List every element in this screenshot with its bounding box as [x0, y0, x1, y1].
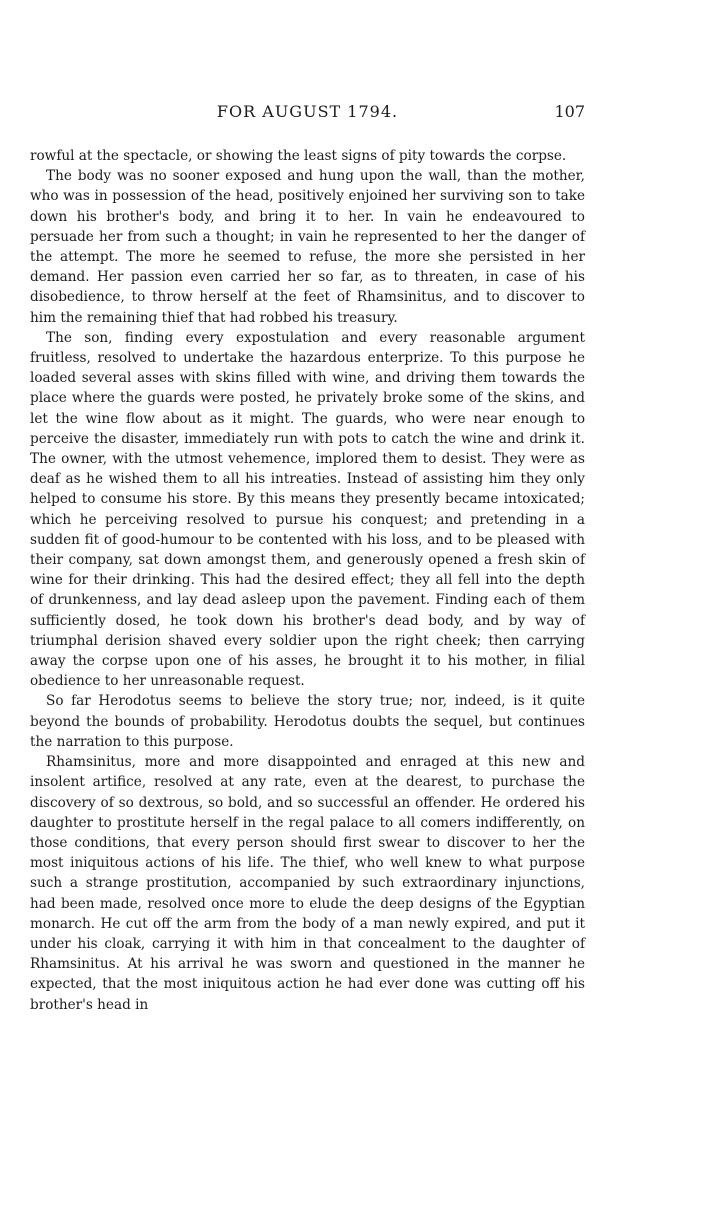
body-text: [30, 146, 585, 1015]
running-head: [30, 100, 585, 140]
paragraph-continued: rowful at the spectacle, or showing the least signs of pity towards the corpse.: [30, 148, 567, 164]
running-title: FOR AUGUST 1794.: [216, 102, 399, 121]
page-number: 107: [554, 102, 585, 121]
paragraph: The body was no sooner exposed and hung upon the wall, than the mother, who was in possession of the head, positively enjoined her surviving son to take down his brother's body, and bring it to her. In vain he endeavoured to persuade her from such a thought; in vain he represented to her the danger of the attempt. The more he seemed to refuse, the more she persisted in her demand. Her passion even carried her so far, as to threaten, in case of his disobedience, to throw herself at the feet of Rhamsinitus, and to discover to him the remaining thief that had robbed his treasury.: [30, 168, 585, 326]
document-page: [30, 0, 585, 1015]
paragraph: Rhamsinitus, more and more disappointed and enraged at this new and insolent artifice, resolved at any rate, even at the dearest, to purchase the discovery of so dextrous, so bold, and so successful an offender. He ordered his daughter to prostitute herself in the regal palace to all comers indifferently, on those conditions, that every person should first swear to discover to her the most iniquitous actions of his life. The thief, who well knew to what purpose such a strange prostitution, accompanied by such extraordinary injunctions, had been made, resolved once more to elude the deep designs of the Egyptian monarch. He cut off the arm from the body of a man newly expired, and put it under his cloak, carrying it with him in that concealment to the daughter of Rhamsinitus. At his arrival he was sworn and questioned in the manner he expected, that the most iniquitous action he had ever done was cutting off his brother's head in: [30, 754, 585, 1013]
paragraph: So far Herodotus seems to believe the story true; nor, indeed, is it quite beyond the bounds of probability. Herodotus doubts the sequel, but continues the narration to this purpose.: [30, 693, 585, 750]
paragraph: The son, finding every expostulation and every reasonable argument fruitless, resolved to undertake the hazardous enterprize. To this purpose he loaded several asses with skins filled with wine, and driving them towards the place where the guards were posted, he privately broke some of the skins, and let the wine flow about as it might. The guards, who were near enough to perceive the disaster, immediately run with pots to catch the wine and drink it. The owner, with the utmost vehemence, implored them to desist. They were as deaf as he wished them to all his intreaties. Instead of assisting him they only helped to consume his store. By this means they presently became intoxicated; which he perceiving resolved to pursue his conquest; and pretending in a sudden fit of good-humour to be contented with his loss, and to be pleased with their company, sat down amongst them, and generously opened a fresh skin of wine for their drinking. This had the desired effect; they all fell into the depth of drunkenness, and lay dead asleep upon the pavement. Finding each of them sufficiently dosed, he took down his brother's dead body, and by way of triumphal derision shaved every soldier upon the right cheek; then carrying away the corpse upon one of his asses, he brought it to his mother, in filial obedience to her unreasonable request.: [30, 329, 585, 690]
